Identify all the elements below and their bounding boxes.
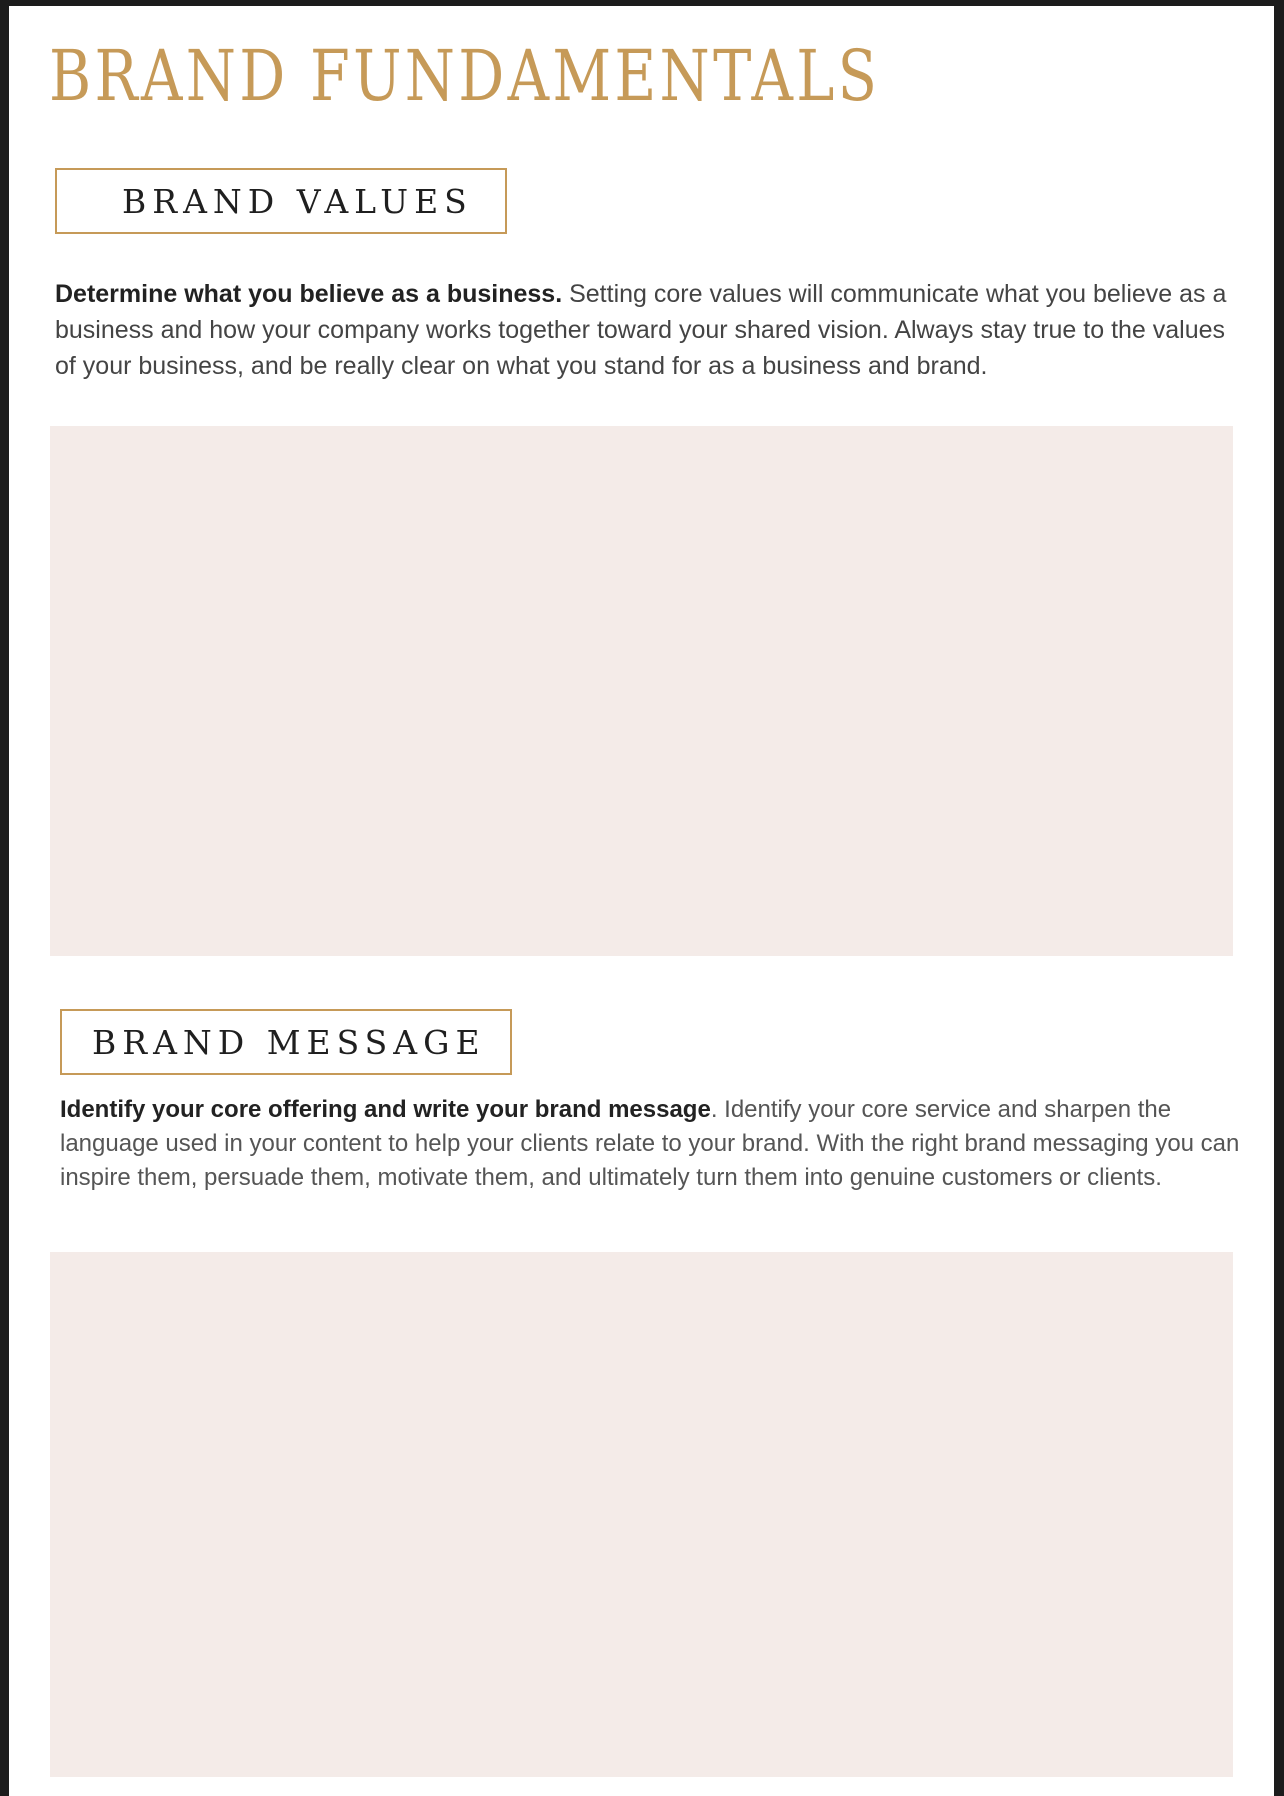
brand-values-body: Setting core values will communicate what you believe as a business and how your company works together toward your shared vision. Always stay true to the values of your business, and be really clear on what you stand for as a business and brand.	[55, 280, 1227, 380]
brand-message-answer-box[interactable]	[50, 1252, 1233, 1777]
brand-message-body: . Identify your core service and sharpen the language used in your content to help your clients relate to your brand. With the right brand messaging you can inspire them, persuade them, motivate them, and ultimately turn them into genuine customers or clients.	[60, 1096, 1240, 1191]
brand-values-heading	[55, 168, 507, 234]
brand-message-lead: Identify your core offering and write your brand message	[60, 1096, 711, 1123]
worksheet-page	[9, 6, 1274, 1796]
brand-message-heading-text: BRAND MESSAGE	[92, 1022, 486, 1062]
page-title: BRAND FUNDAMENTALS	[49, 35, 881, 117]
brand-values-description	[55, 276, 1235, 384]
brand-values-answer-box[interactable]	[50, 426, 1233, 956]
brand-message-description	[60, 1093, 1260, 1195]
brand-values-lead: Determine what you believe as a business.	[55, 280, 563, 308]
brand-message-heading	[60, 1009, 512, 1075]
brand-values-heading-text: BRAND VALUES	[122, 181, 473, 221]
